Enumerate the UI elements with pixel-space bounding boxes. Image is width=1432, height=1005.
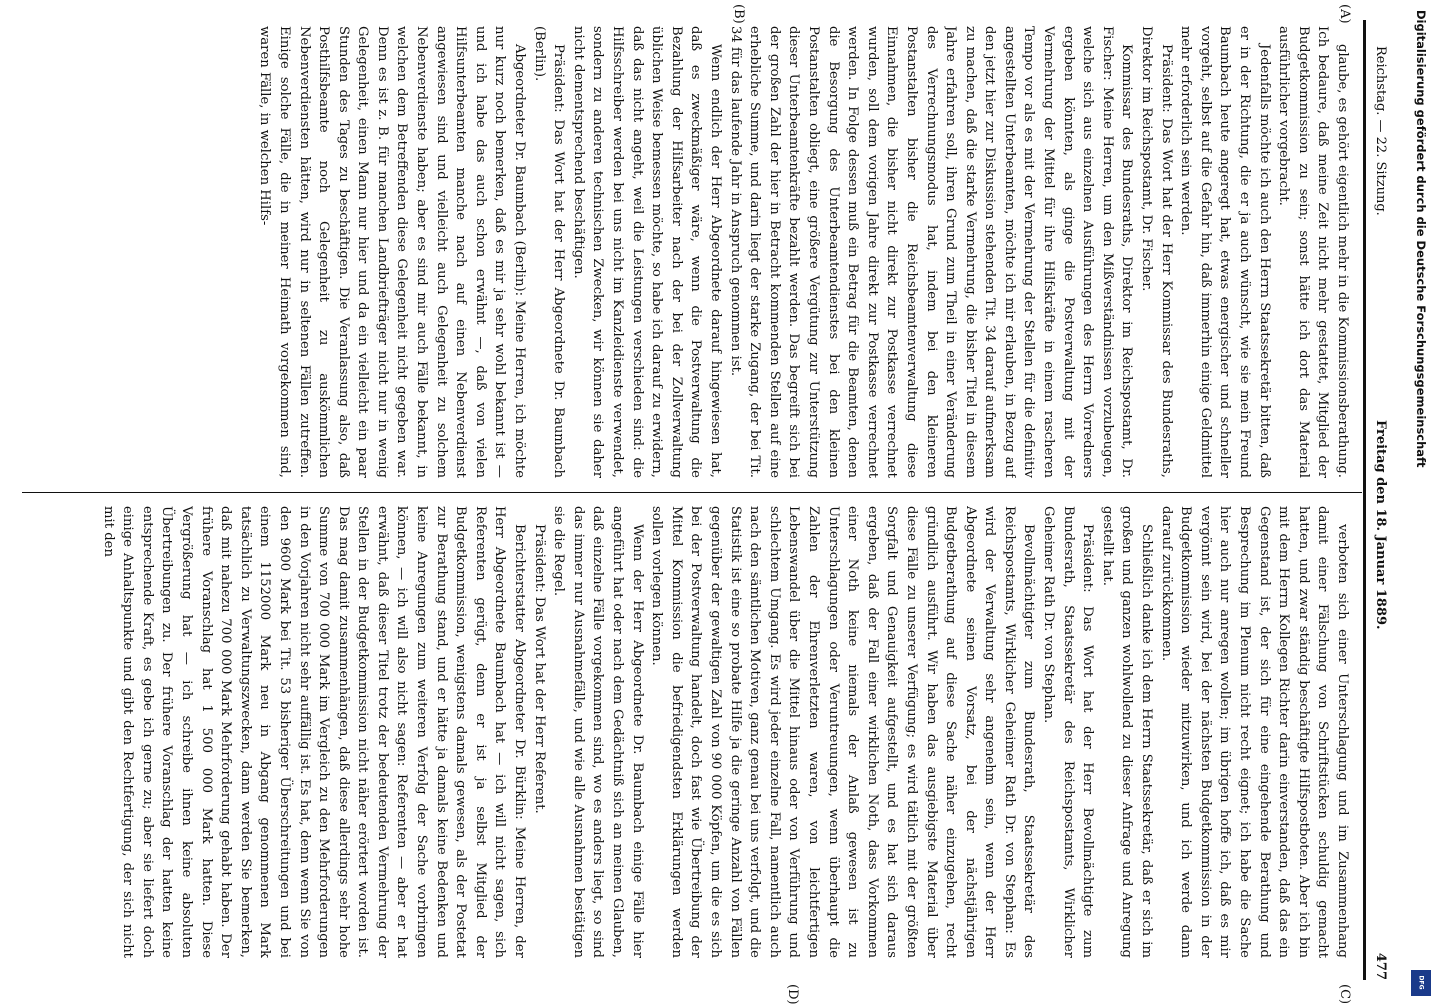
- left-column: [32, 26, 1352, 478]
- speaker-paragraph: Präsident: Das Wort hat der Herr Bevollmächtigte zum Bundesrath, Staatssekretär des Reichspostamts, Wirklicher Geheimer Rath Dr. von Stephan.: [1041, 506, 1096, 958]
- speech-paragraph: Wenn endlich der Herr Abgeordnete darauf hingewiesen hat, daß es zweckmäßiger wäre, wenn die Postverwaltung die Bezahlung der Hilfsarbeiter nach der bei der Zollverwaltung üblichen Weise bemessen möchte, so habe ich darauf zu erwidern, daß das nicht angeht, weil die Leistungen verschieden sind: die Hilfsschreiber werden bei uns nicht im Kanzleidienste verwendet, sondern zu anderen technischen Zwecken, wir können sie daher nicht dementsprechend beschäftigen.: [570, 26, 723, 478]
- paragraph: Schließlich danke ich dem Herrn Staatssekretär, daß er sich im großen und ganzen wohlwollend zu dieser Anfrage und Anregung gestellt hat.: [1099, 506, 1155, 958]
- margin-marker-d: (D): [785, 984, 800, 1005]
- column-divider: [22, 492, 1362, 493]
- dfg-logo-text: DFG: [1417, 975, 1425, 990]
- speech-paragraph: Kommissar des Bundesraths, Direktor im Reichspostamt, Dr. Fischer: Meine Herren, um den Mißverständnissen vorzubeugen, welche sich aus einzelnen Ausführungen des Herrn Vorredners ergeben könnten, als ginge die Postverwaltung mit der Vermehrung der Mittel für ihre Hilfskräfte in einem rascheren Tempo vor als es mit der Vermehrung der Stellen für die definitiv angestellten Unterbeamten, möchte ich mir erlauben, in Bezug auf den jetzt hier zur Diskussion stehenden Tit. 34 darauf aufmerksam zu machen, daß die starke Vermehrung, die bisher Titel in diesem Jahre erfahren soll, ihren Grund zum Theil in einer Veränderung des Verrechnungsmodus hat, indem bei den kleineren Postanstalten bisher die Reichsbeamtenverwaltung diese Einnahmen, die bisher nicht direkt zur Postkasse verrechnet wurden, soll dem vorigen Jahre direkt zur Postkasse verrechnet werden. In Folge dessen muß ein Betrag für die Beamten, denen die Besorgung des Unterbeamtendienstes bei den kleinen Postanstalten obliegt, eine größere Vergütung zur Unterstützung dieser Unterbeamtenkräfte bezahlt werden. Das begreift sich bei der großen Zahl der hier in Betracht kommenden Stellen auf eine erhebliche Summe, und darin liegt der starke Zugang, der bei Tit. 34 für das laufende Jahr in Anspruch genommen ist.: [727, 26, 1135, 478]
- right-column: [32, 506, 1352, 958]
- digitization-footer: [1408, 0, 1432, 1000]
- margin-marker-b: (B): [731, 4, 746, 24]
- speech-paragraph: Bevollmächtigter zum Bundesrath, Staatssekretär des Reichspostamts, Wirklicher Geheimer Rath Dr. von Stephan: Es wird der Verwaltung sehr angenehm sein, wenn der Herr Abgeordnete seinen Vorsatz, bei der nächstjährigen Budgetberathung auf diese Sache näher einzugehen, recht gründlich ausführt. Wir haben das ausgiebigste Material über diese Fälle zu unserer Verfügung; es wird tätlich mit der größten Sorgfalt und Genauigkeit aufgestellt, und es hat sich daraus ergeben, daß der Fall einer wirklichen Noth, dass Vorkommen einer Noth keine niemals der Anlaß gewesen ist zu Unterschlagungen oder Veruntreuungen, wenn überhaupt die Zahlen der Ehrenverletzten waren, von leichtfertigen Lebenswandel über die Mittel hinaus oder von Verführung und schlechtem Umgang. Es wird jeder einzelne Fall, namentlich auch nach den sämtlichen Motiven, ganz genau bei uns verfolgt, und die Statistik ist eine so probate Hilfe ja die geringe Anzahl von Fällen gegenüber der gewaltigen Zahl von 90 000 Köpfen, um die es sich bei der Postverwaltung handelt, doch fast wie Übertreibung der Mittel Kommission die befriedigendsten Erklärungen werden sollen vorlegen können.: [649, 506, 1037, 958]
- paragraph: verboten sich einer Unterschlagung und im Zusammenhang damit einer Fälschung von Schriftstücken schuldig gemacht hatten, und zwar ständig beschäftigte Hilfspostboten. Aber ich bin mit dem Herrn Kollegen Richter darin einverstanden, daß das ein Gegenstand ist, der sich für eine eingehende Berathung und Besprechung im Plenum nicht recht eignet; ich habe die Sache hier auch nur anregen wollen; im übrigen hoffe ich, daß es mir vergönnt sein wird, bei der nächsten Budgetkommission in der Budgetkommission wieder mitzuwirken, und ich werde dann darauf zurückkommen.: [1158, 506, 1350, 958]
- speaker-paragraph: Präsident: Das Wort hat der Herr Abgeordnete Dr. Baumbach (Berlin).: [531, 26, 567, 478]
- page-number: 477: [1373, 952, 1388, 980]
- paragraph: glaube, es gehört eigentlich mehr in die Kommissionsberathung. Ich bedaure, daß meine Zeit nicht mehr gestattet, Mitglied der Budgetkommission zu sein; sonst hätte ich dort das Material ausführlicher vorgebracht.: [1276, 26, 1350, 478]
- speech-paragraph: Wenn der Herr Abgeordnete Dr. Baumbach einige Fälle hier angeführt hat oder nach dem Gedächtniß sich an meinen Glauben, daß einzelne Fälle vorgekommen sind, wo es anders liegt, so sind das immer nur Ausnahmefälle, und wie alle Ausnahmen bestätigen sie die Regel.: [551, 506, 645, 958]
- speaker-paragraph: Präsident: Das Wort hat der Herr Kommissar des Bundesraths, Direktor im Reichspostamt, Dr. Fischer.: [1139, 26, 1174, 478]
- margin-marker-c: (C): [1337, 984, 1352, 1005]
- running-title: Reichstag. — 22. Sitzung.: [1373, 46, 1388, 216]
- session-date: Freitag den 18. Januar 1889.: [1373, 420, 1388, 630]
- speech-paragraph: Abgeordneter Dr. Baumbach (Berlin): Meine Herren, ich möchte nur kurz noch bemerken, daß es mir ja sehr wohl bekannt ist — und ich habe das auch schon erwähnt —, daß von vielen Hilfsunterbeamten manche nach auf einen Nebenverdienst angewiesen sind und vielleicht auch Gelegenheit zu solchem Nebenverdienste haben; aber es sind mir auch Fälle bekannt, in welchen dem Betreffenden diese Gelegenheit nicht gegeben war. Denn es ist z. B. für manchen Landbriefträger nicht nur in wenig Gelegenheit, einen Mann nur hier und da ein vielleicht ein paar Stunden des Tages zu beschäftigen. Die Veranlassung also, daß Posthilfsbeamte noch Gelegenheit zu auskömmlichen Nebenverdiensten hätten, wird nur in seltenen Fällen zutreffen. Einige solche Fälle, die in meiner Heimath vorgekommen sind, waren Fälle, in welchen Hilfs-: [257, 26, 528, 478]
- paragraph: Jedenfalls möchte ich auch den Herrn Staatssekretär bitten, daß er in der Richtung, die er ja auch wünscht, wie sie mein Freund Baumbach heute angeregt hat, etwas energischer und schneller vorgeht, selbst auf die Gefahr hin, daß immerhin einige Geldmittel mehr erforderlich sein werden.: [1178, 26, 1272, 478]
- digitization-credit: Digitalisierung gefördert durch die Deutsche Forschungsgemeinschaft: [1414, 10, 1428, 468]
- dfg-logo: [1411, 970, 1431, 996]
- speaker-paragraph: Präsident: Das Wort hat der Herr Referent.: [531, 524, 547, 814]
- margin-marker-a: (A): [1337, 4, 1352, 24]
- speech-paragraph: Berichterstatter Abgeordneter Dr. Bürklin: Meine Herren, der Herr Abgeordnete Baumbach hat — ich will nicht sagen, sich Referenten gerügt, denn er ist ja selbst Mitglied der Budgetkommission, wenigstens damals gewesen, als der Postetat zur Berathung stand, und er hätte ja damals keine Bedenken und keine Anregungen zum weiteren Verfolg der Sache vorbringen können, — ich will also nicht sagen: Referenten — aber er hat erwähnt, daß dieser Titel trotz der bedeutenden Vermehrung der Stellen in der Budgetkommission nicht näher erörtert worden ist. Das mag damit zusammenhängen, daß diese allerdings sehr hohe Summe von 700 000 Mark im Vergleich zu den Mehrforderungen in den Vorjahren nicht sehr auffällig ist. Es hat, denn wenn Sie von den 9600 Mark bei Tit. 53 bisheriger Überschreitungen und bei einem 1152000 Mark neu in Abgang genommenen Mark tatsächlich zu Verwaltungszwecken, dann werden Sie bemerken, daß mit nahezu 700 000 Mark Mehrforderung gehabt haben. Der frühere Voranschlag hat 1 500 000 Mark hatten. Diese Vergrößerung hat — ich schreibe ihnen keine absoluten Übertreibungen zu. Der frühere Voranschlag der hatten keine entsprechende Kraft, es gebe ich gerne zu; aber sie liefert doch einige Anhaltspunkte und gibt den Rechtfertigung, der sich nicht mit den: [100, 506, 528, 958]
